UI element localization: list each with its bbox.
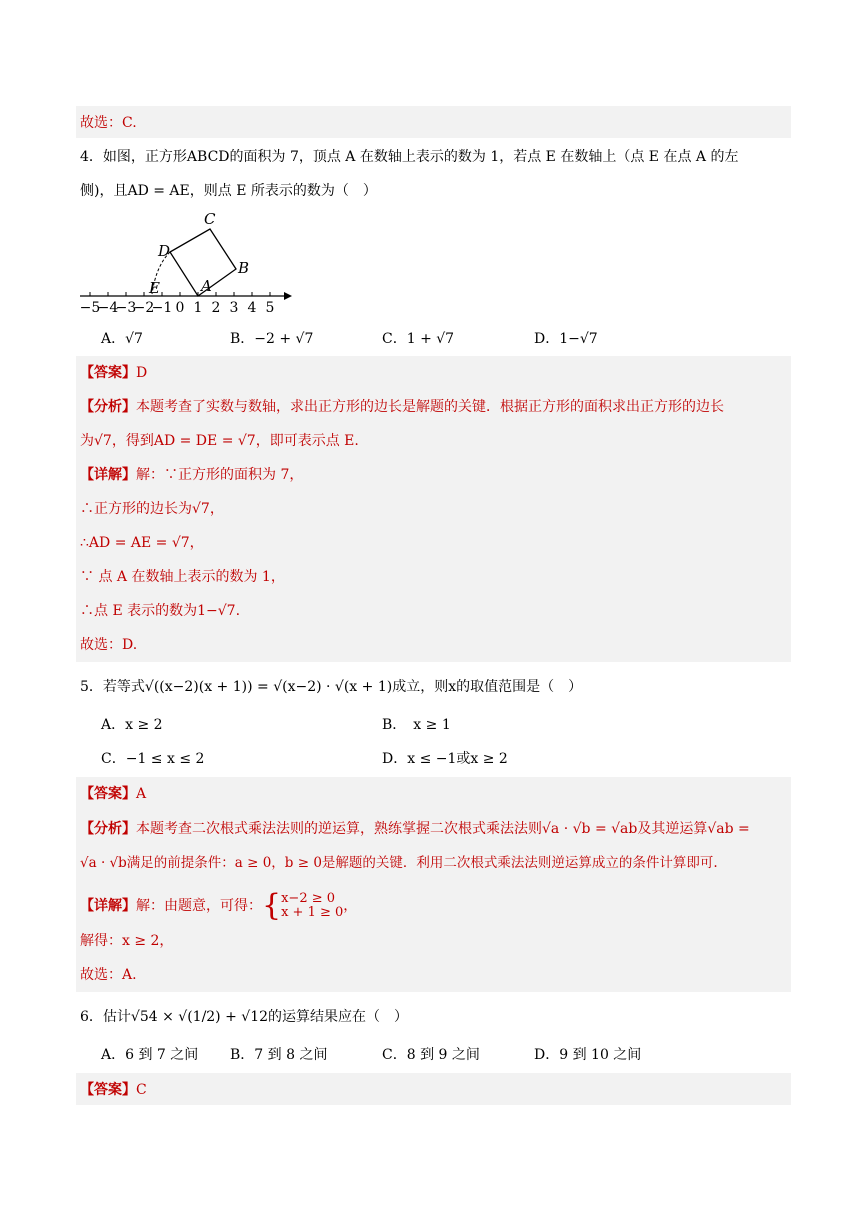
q4-option-b[interactable]: B．−2 + √7 — [230, 331, 314, 347]
tick-label-10: 5 — [265, 300, 275, 316]
point-label-e: E — [149, 279, 160, 297]
q5-answer: 【答案】A — [80, 786, 147, 802]
tick-label-9: 4 — [247, 300, 257, 316]
q4-detail-line1: 【详解】解：∵正方形的面积为 7， — [80, 467, 304, 483]
tick-label-0: −5 — [79, 300, 101, 316]
q4-analysis-line1: 【分析】本题考查了实数与数轴，求出正方形的边长是解题的关键．根据正方形的面积求出正方形的边长 — [80, 399, 724, 415]
q5-option-c[interactable]: C．−1 ≤ x ≤ 2 — [101, 751, 205, 767]
q5-detail: 【详解】解：由题意，可得：{ x−2 ≥ 0 x + 1 ≥ 0 ， — [80, 888, 358, 923]
tick-label-5: 0 — [175, 300, 185, 316]
q4-option-a[interactable]: A．√7 — [101, 331, 143, 347]
q4-answer: 【答案】D — [80, 365, 148, 381]
point-label-d: D — [158, 242, 171, 260]
tick-label-7: 2 — [211, 300, 221, 316]
q4-stem-line1: 4．如图，正方形ABCD的面积为 7，顶点 A 在数轴上表示的数为 1，若点 E 在数轴上（点 E 在点 A 的左 — [80, 149, 739, 165]
system-brace-icon: { — [262, 888, 282, 923]
tick-label-2: −3 — [115, 300, 137, 316]
point-label-c: C — [204, 210, 216, 228]
number-line-arrow-icon — [284, 292, 292, 300]
q5-stem: 5．若等式√((x−2)(x + 1)) = √(x−2) · √(x + 1)成立，则x的取值范围是（ ） — [80, 679, 583, 695]
q5-conclusion: 故选：A. — [80, 967, 137, 983]
answer-block-q5 — [76, 777, 791, 992]
q4-stem-line2: 侧)，且AD = AE，则点 E 所表示的数为（ ） — [80, 183, 377, 199]
q4-number-line-figure — [76, 206, 296, 318]
point-label-a: A — [201, 277, 212, 295]
q4-detail-line2: ∴正方形的边长为√7， — [80, 501, 224, 517]
answer-block-q3 — [76, 106, 791, 138]
tick-label-6: 1 — [193, 300, 203, 316]
number-line-ticks — [90, 292, 270, 296]
q4-option-c[interactable]: C．1 + √7 — [382, 331, 455, 347]
tick-label-1: −4 — [97, 300, 119, 316]
tick-label-8: 3 — [229, 300, 239, 316]
q4-detail-line3: ∴AD = AE = √7， — [80, 535, 204, 551]
q6-option-a[interactable]: A．6 到 7 之间 — [101, 1047, 199, 1063]
answer-block-q6 — [76, 1073, 791, 1105]
q6-option-b[interactable]: B．7 到 8 之间 — [230, 1047, 328, 1063]
q4-option-d[interactable]: D．1−√7 — [534, 331, 598, 347]
q6-answer: 【答案】C — [80, 1082, 147, 1098]
tick-label-3: −2 — [133, 300, 155, 316]
q4-detail-line5: ∴点 E 表示的数为1−√7. — [80, 603, 241, 619]
q4-conclusion: 故选：D. — [80, 637, 138, 653]
q3-conclusion: 故选：C. — [80, 115, 137, 131]
q5-option-b[interactable]: B． x ≥ 1 — [382, 717, 451, 733]
q6-option-d[interactable]: D．9 到 10 之间 — [534, 1047, 642, 1063]
number-line-tick-labels — [80, 300, 275, 316]
q5-analysis-line2: √a · √b满足的前提条件：a ≥ 0，b ≥ 0是解题的关键．利用二次根式乘法法则逆运算成立的条件计算即可. — [80, 855, 718, 871]
q5-system: x−2 ≥ 0 x + 1 ≥ 0 — [281, 891, 344, 920]
q5-solve: 解得：x ≥ 2， — [80, 933, 174, 949]
q5-option-d[interactable]: D．x ≤ −1或x ≥ 2 — [382, 751, 508, 767]
q5-option-a[interactable]: A．x ≥ 2 — [101, 717, 163, 733]
q6-option-c[interactable]: C．8 到 9 之间 — [382, 1047, 480, 1063]
point-label-b: B — [238, 259, 250, 277]
q6-stem: 6．估计√54 × √(1/2) + √12的运算结果应在（ ） — [80, 1009, 409, 1025]
tick-label-4: −1 — [151, 300, 173, 316]
q4-detail-line4: ∵ 点 A 在数轴上表示的数为 1， — [80, 569, 285, 585]
q4-analysis-line2: 为√7，得到AD = DE = √7，即可表示点 E. — [80, 433, 359, 449]
q5-analysis-line1: 【分析】本题考查二次根式乘法法则的逆运算，熟练掌握二次根式乘法法则√a · √b = √ab及其逆运算√ab = — [80, 821, 750, 837]
